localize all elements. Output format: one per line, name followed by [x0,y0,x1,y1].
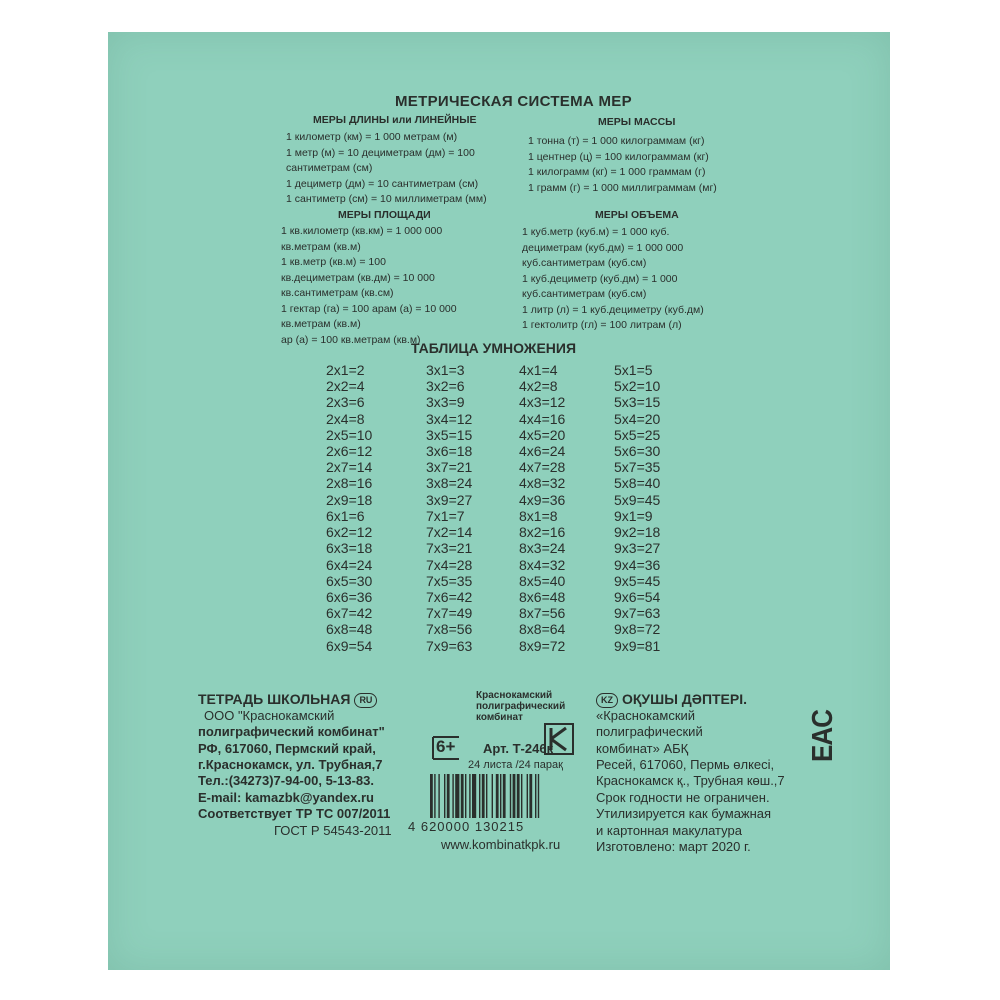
mult-entry: 6x8=48 [326,621,373,638]
notebook-back-cover [108,32,890,970]
mult-entry: 2x5=10 [326,426,373,443]
area-title: МЕРЫ ПЛОЩАДИ [338,209,431,221]
length-title: МЕРЫ ДЛИНЫ или ЛИНЕЙНЫЕ [313,114,477,126]
mult-column-7 [426,508,472,654]
barcode-icon [428,774,598,818]
mult-column-5 [614,362,660,508]
length-line: 1 километр (км) = 1 000 метрам (м) [286,131,458,143]
area-line: 1 гектар (га) = 100 арам (а) = 10 000 [281,302,457,315]
mult-entry: 2x4=8 [326,410,365,427]
mult-entry: 2x8=16 [326,475,373,492]
mult-entry: 7x4=28 [426,556,473,573]
area-line: 1 кв.метр (кв.м) = 100 [281,256,386,268]
mult-entry: 6x1=6 [326,508,365,524]
mult-entry: 6x6=36 [326,589,373,606]
volume-line: дециметрам (куб.дм) = 1 000 000 [522,241,684,254]
mult-entry: 6x7=42 [326,605,373,622]
right-info-line: Краснокамск қ., Трубная көш.,7 [596,773,785,789]
mult-entry: 9x1=9 [614,508,653,524]
mult-entry: 8x4=32 [519,556,566,573]
mult-entry: 4x2=8 [519,378,558,395]
mult-entry: 6x2=12 [326,524,373,541]
left-info-line: РФ, 617060, Пермский край, [198,740,376,756]
mult-entry: 9x4=36 [614,556,661,573]
left-info-line: полиграфический комбинат" [198,724,385,740]
mult-entry: 4x9=36 [519,491,566,508]
mult-entry: 4x5=20 [519,426,566,443]
left-info-line: ООО "Краснокамский [204,707,335,723]
kz-badge: KZ [596,693,618,708]
mult-entry: 7x3=21 [426,540,473,557]
area-line: ар (а) = 100 кв.метрам (кв.м) [281,333,421,346]
mass-line: 1 килограмм (кг) = 1 000 граммам (г) [528,166,706,178]
mult-entry: 9x5=45 [614,572,661,589]
mult-column-3 [426,362,472,508]
left-info-title-row [198,691,392,708]
mult-entry: 3x2=6 [426,378,465,395]
mult-entry: 8x3=24 [519,540,566,557]
area-line: кв.сантиметрам (кв.см) [281,287,394,299]
mult-entry: 4x7=28 [519,459,566,476]
length-line: 1 сантиметр (см) = 10 миллиметрам (мм) [286,193,487,205]
mult-entry: 3x1=3 [426,362,465,378]
mult-entry: 6x5=30 [326,572,373,589]
mult-entry: 7x2=14 [426,524,473,541]
area-line: кв.дециметрам (кв.дм) = 10 000 [281,271,435,284]
area-line: кв.метрам (кв.м) [281,318,361,330]
left-info-line: Тел.:(34273)7-94-00, 5-13-83. [198,773,374,789]
age-rating: 6+ [436,737,456,756]
mult-entry: 5x5=25 [614,426,661,443]
volume-line: 1 куб.дециметр (куб.дм) = 1 000 [522,272,678,285]
mult-column-2 [326,362,372,508]
right-info-line: комбинат» АБҚ [596,740,689,756]
mult-column-9 [614,508,660,654]
volume-line: куб.сантиметрам (куб.см) [522,288,647,300]
website: www.kombinatkpk.ru [441,837,561,852]
mult-entry: 5x3=15 [614,394,661,411]
logo-text-line: полиграфический [476,701,566,712]
mult-entry: 8x2=16 [519,524,566,541]
mult-entry: 3x6=18 [426,443,473,460]
notebook-type-title: ТЕТРАДЬ ШКОЛЬНАЯ [198,691,351,707]
mult-entry: 7x7=49 [426,605,473,622]
mult-entry: 3x7=21 [426,459,473,476]
barcode-digits: 4 620000 130215 [408,819,525,834]
right-info-line: полиграфический [596,724,703,740]
mass-lines [528,134,717,196]
mult-entry: 8x5=40 [519,572,566,589]
mult-entry: 6x9=54 [326,637,373,654]
mult-entry: 5x4=20 [614,410,661,427]
left-info-line: Соответствует ТР ТС 007/2011 [198,806,391,822]
email-line: E-mail: kamazbk@yandex.ru [198,789,374,805]
mult-entry: 8x6=48 [519,589,566,606]
mult-entry: 3x5=15 [426,426,473,443]
mult-entry: 2x3=6 [326,394,365,411]
logo-text-line: комбинат [476,712,523,723]
mult-entry: 6x3=18 [326,540,373,557]
volume-line: 1 гектолитр (гл) = 100 литрам (л) [522,319,682,331]
sheets-count: 24 листа /24 парақ [468,759,563,771]
eac-mark-text: EAC [805,710,839,762]
right-info-line: Ресей, 617060, Пермь өлкесі, [596,757,775,773]
length-line: 1 метр (м) = 10 дециметрам (дм) = 100 [286,146,475,159]
mult-column-8 [519,508,565,654]
mass-title: МЕРЫ МАССЫ [598,116,676,128]
mass-line: 1 грамм (г) = 1 000 миллиграммам (мг) [528,181,717,194]
mult-entry: 7x1=7 [426,508,465,524]
mult-entry: 7x9=63 [426,637,473,654]
mult-entry: 9x7=63 [614,605,661,622]
mult-column-6 [326,508,372,654]
gost-line: ГОСТ Р 54543-2011 [274,822,392,838]
mult-entry: 7x5=35 [426,572,473,589]
mult-entry: 6x4=24 [326,556,373,573]
area-line: 1 кв.километр (кв.км) = 1 000 000 [281,225,443,237]
mult-entry: 5x7=35 [614,459,661,476]
mult-entry: 4x4=16 [519,410,566,427]
logo-text-line: Краснокамский [476,690,553,701]
mult-entry: 2x9=18 [326,491,373,508]
mult-entry: 8x9=72 [519,637,566,654]
volume-line: 1 куб.метр (куб.м) = 1 000 куб. [522,226,670,238]
mult-entry: 9x9=81 [614,637,661,654]
mult-entry: 9x8=72 [614,621,661,638]
right-info-line: Срок годности не ограничен. [596,789,770,805]
multiplication-title: ТАБЛИЦА УМНОЖЕНИЯ [411,340,577,356]
mult-entry: 4x3=12 [519,394,566,411]
left-info-block [198,691,392,839]
area-line: кв.метрам (кв.м) [281,240,361,253]
mult-entry: 8x8=64 [519,621,566,638]
mult-entry: 2x6=12 [326,443,373,460]
mult-entry: 3x3=9 [426,394,465,411]
length-line: 1 дециметр (дм) = 10 сантиметрам (см) [286,177,479,190]
volume-line: куб.сантиметрам (куб.см) [522,257,647,269]
area-lines [281,224,457,348]
mass-line: 1 тонна (т) = 1 000 килограммам (кг) [528,135,705,147]
length-line: сантиметрам (см) [286,162,373,174]
mult-entry: 4x8=32 [519,475,566,492]
mult-entry: 3x4=12 [426,410,473,427]
right-info-block [596,691,785,855]
right-info-line: «Краснокамский [596,707,696,723]
ru-badge: RU [354,693,377,708]
mult-entry: 4x1=4 [519,362,558,378]
mult-entry: 5x2=10 [614,378,661,395]
mult-entry: 3x9=27 [426,491,473,508]
mult-entry: 2x7=14 [326,459,373,476]
mult-entry: 5x1=5 [614,362,653,378]
length-lines [286,130,487,208]
mult-entry: 4x6=24 [519,443,566,460]
mult-entry: 9x3=27 [614,540,661,557]
right-info-line: Утилизируется как бумажная [596,806,772,822]
kazakh-notebook-title: ОҚУШЫ ДӘПТЕРІ. [622,691,748,707]
mult-column-4 [519,362,565,508]
mult-entry: 7x6=42 [426,589,473,606]
mult-entry: 8x1=8 [519,508,558,524]
metric-title: МЕТРИЧЕСКАЯ СИСТЕМА МЕР [395,93,632,110]
mult-entry: 2x2=4 [326,378,365,395]
left-info-line: г.Краснокамск, ул. Трубная,7 [198,757,383,773]
logo-text [476,690,565,723]
right-info-title-row [596,691,785,708]
article-number: Арт. Т-246к [483,741,554,756]
eac-mark-icon [800,710,844,762]
mult-entry: 5x8=40 [614,475,661,492]
mult-entry: 5x6=30 [614,443,661,460]
volume-lines [522,225,704,334]
mult-entry: 3x8=24 [426,475,473,492]
volume-title: МЕРЫ ОБЪЕМА [595,209,679,221]
mult-entry: 2x1=2 [326,362,365,378]
mult-entry: 8x7=56 [519,605,566,622]
mult-entry: 9x6=54 [614,589,661,606]
volume-line: 1 литр (л) = 1 куб.дециметру (куб.дм) [522,303,704,316]
mass-line: 1 центнер (ц) = 100 килограммам (кг) [528,150,709,163]
right-info-line: и картонная макулатура [596,822,742,838]
mult-entry: 7x8=56 [426,621,473,638]
mult-entry: 9x2=18 [614,524,661,541]
mult-entry: 5x9=45 [614,491,661,508]
right-info-line: Изготовлено: март 2020 г. [596,839,751,855]
